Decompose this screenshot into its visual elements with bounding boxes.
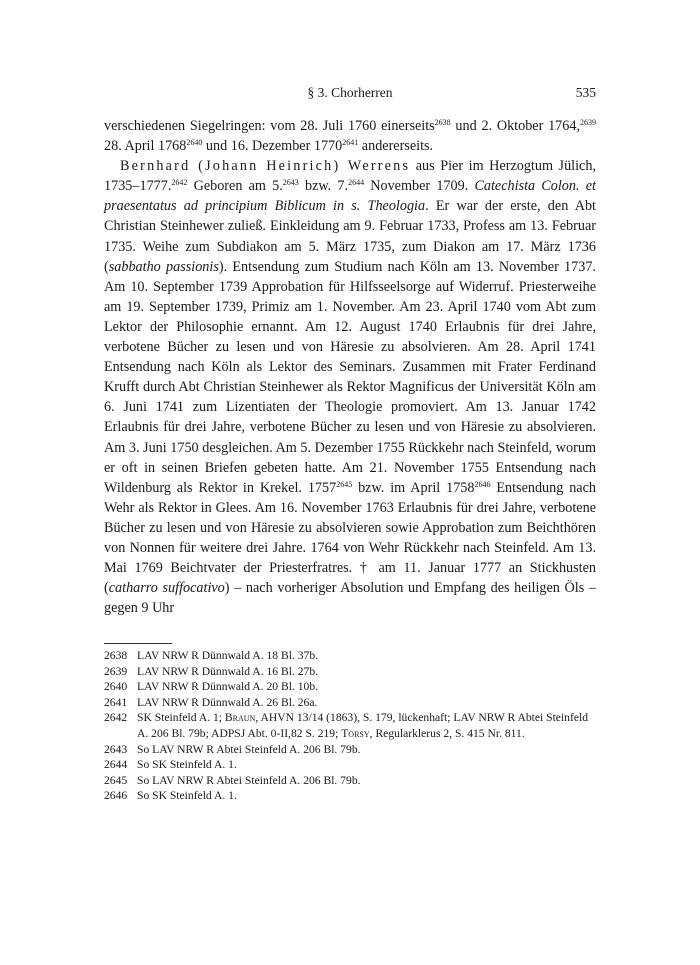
footnote-number: 2644 [104,758,128,772]
footnote [104,695,596,711]
text-run: Geboren am 5. [187,178,283,195]
paragraph-biography [104,156,596,618]
main-text [104,116,596,618]
footnote [104,664,596,680]
footnote-ref: 2640 [186,138,203,148]
text-run: ) – nach vorheriger Absolution und Empfang des heiligen Öls – gegen 9 Uhr [104,580,596,617]
author-name: Torsy [341,726,370,740]
footnote-number: 2645 [104,773,128,787]
footnote-ref: 2644 [348,178,365,188]
footnote-ref: 2642 [171,178,188,188]
text-run: LAV NRW R Dünnwald A. 16 Bl. 27b. [137,664,319,678]
footnote [104,757,596,773]
section-title: § 3. Chorherren [307,85,393,100]
person-name: Bernhard (Johann Heinrich) Werrens [120,158,411,175]
text-run: , AHVN 13/14 (1863), S. 179, lückenhaft; LAV NRW R Abtei Steinfeld A. 206 Bl. 79b; ADPSJ Abt. 0-II,82 S. 219; [137,711,588,740]
text-run: ). Entsendung zum Studium nach Köln am 13. November 1737. Am 10. September 1739 Approbation für Hilfsseelsorge auf Widerruf. Priesterweihe am 19. September 1739, Primiz am 1. November. Am 23. April 1740 vom Abt zum Lektor der Philosophie ernannt. Am 12. August 1740 Erlaubnis für drei Jahre, verbotene Bücher zu lesen und von Häresie zu absolvieren. Am 28. April 1741 Entsendung nach Köln als Lektor des Seminars. Zusammen mit Frater Ferdinand Krufft durch Abt Christian Steinhewer als Rektor Magnificus der Universität Köln am 6. Juni 1741 zum Lizentiaten der Theologie promoviert. Am 13. Januar 1742 Erlaubnis für drei Jahre, verbotene Bücher zu lesen und von Häresie zu absolvieren. Am 3. Juni 1750 desgleichen. Am 5. Dezember 1755 Rückkehr nach Steinfeld, worum er oft in seinen Briefen gebeten hatte. Am 21. November 1755 Entsendung nach Wildenburg als Rektor in Krekel. 1757 [104,258,596,496]
author-name: Braun [224,711,256,725]
footnote-number: 2639 [104,664,128,678]
text-run: So SK Steinfeld A. 1. [137,758,237,772]
footnote [104,710,596,741]
text-run: So LAV NRW R Abtei Steinfeld A. 206 Bl. 79b. [137,742,361,756]
footnote-text [137,710,596,741]
footnote-ref: 2638 [434,118,451,127]
running-header [104,85,596,105]
text-run: andererseits. [358,138,434,155]
footnote-ref: 2646 [474,479,491,489]
footnote-number: 2642 [104,711,128,725]
text-run: und 2. Oktober 1764, [450,118,580,134]
text-run: . Er war der erste, den Abt Christian Steinhewer zuließ. Einkleidung am 9. Februar 1733, Profess am 13. Februar 1735. Weihe zum Subdiakon am 5. März 1735, zum Diakon am 17. März 1736 ( [104,198,596,275]
text-run: So SK Steinfeld A. 1. [137,789,237,803]
footnote-text [137,788,596,804]
text-run: und 16. Dezember 1770 [202,138,343,155]
text-run: aus Pier im Herzogtum Jülich, 1735–1777. [104,158,596,195]
text-run: LAV NRW R Dünnwald A. 20 Bl. 10b. [137,680,319,694]
footnote-ref: 2643 [282,178,299,188]
latin-phrase: catharro suffocativo [108,580,225,597]
footnote-text [137,648,596,664]
footnote-number: 2643 [104,742,128,756]
text-run: So LAV NRW R Abtei Steinfeld A. 206 Bl. 79b. [137,773,361,787]
footnote [104,742,596,758]
footnote [104,788,596,804]
footnote-text [137,742,596,758]
footnote [104,773,596,789]
footnote-text [137,679,596,695]
text-run: LAV NRW R Dünnwald A. 26 Bl. 26a. [137,695,318,709]
text-run: 28. April 1768 [104,138,187,155]
footnote-text [137,757,596,773]
latin-phrase: sabbatho passionis [108,258,219,275]
footnote-number: 2638 [104,649,128,662]
footnote-text [137,695,596,711]
text-run: verschiedenen Siegelringen: vom 28. Juli 1760 einerseits [104,118,435,134]
footnote-number: 2646 [104,789,128,803]
footnote-separator [104,643,172,644]
latin-title: Catechista Colon. et praesentatus ad principium Biblicum in s. Theologia [104,178,596,215]
footnote-ref: 2639 [580,118,596,127]
text-run: Entsendung nach Wehr als Rektor in Glees. Am 16. November 1763 Erlaubnis für drei Jahre, verbotene Bücher zu lesen und von Häresie zu absolvieren sowie Approbation zum Beichthören von Nonnen für weitere drei Jahre. 1764 von Wehr Rückkehr nach Steinfeld. Am 13. Mai 1769 Beichtvater der Priesterfratres. † am 11. Januar 1777 an Stickhusten ( [104,479,596,597]
paragraph [104,116,596,156]
text-run: , Regularklerus 2, S. 415 Nr. 811. [369,726,525,740]
text-run: SK Steinfeld A. 1; [137,711,225,725]
footnote-number: 2641 [104,695,128,709]
footnote-number: 2640 [104,680,128,694]
text-run: LAV NRW R Dünnwald A. 18 Bl. 37b. [137,649,319,662]
footnotes [104,648,596,804]
text-run: November 1709. [364,178,475,195]
footnote-ref: 2645 [336,479,353,489]
page-number: 535 [575,85,596,100]
footnote-text [137,664,596,680]
footnote [104,648,596,664]
text-run: bzw. im April 1758 [352,479,475,496]
footnote-ref: 2641 [342,138,359,148]
footnote-text [137,773,596,789]
footnote [104,679,596,695]
text-run: bzw. 7. [298,178,349,195]
